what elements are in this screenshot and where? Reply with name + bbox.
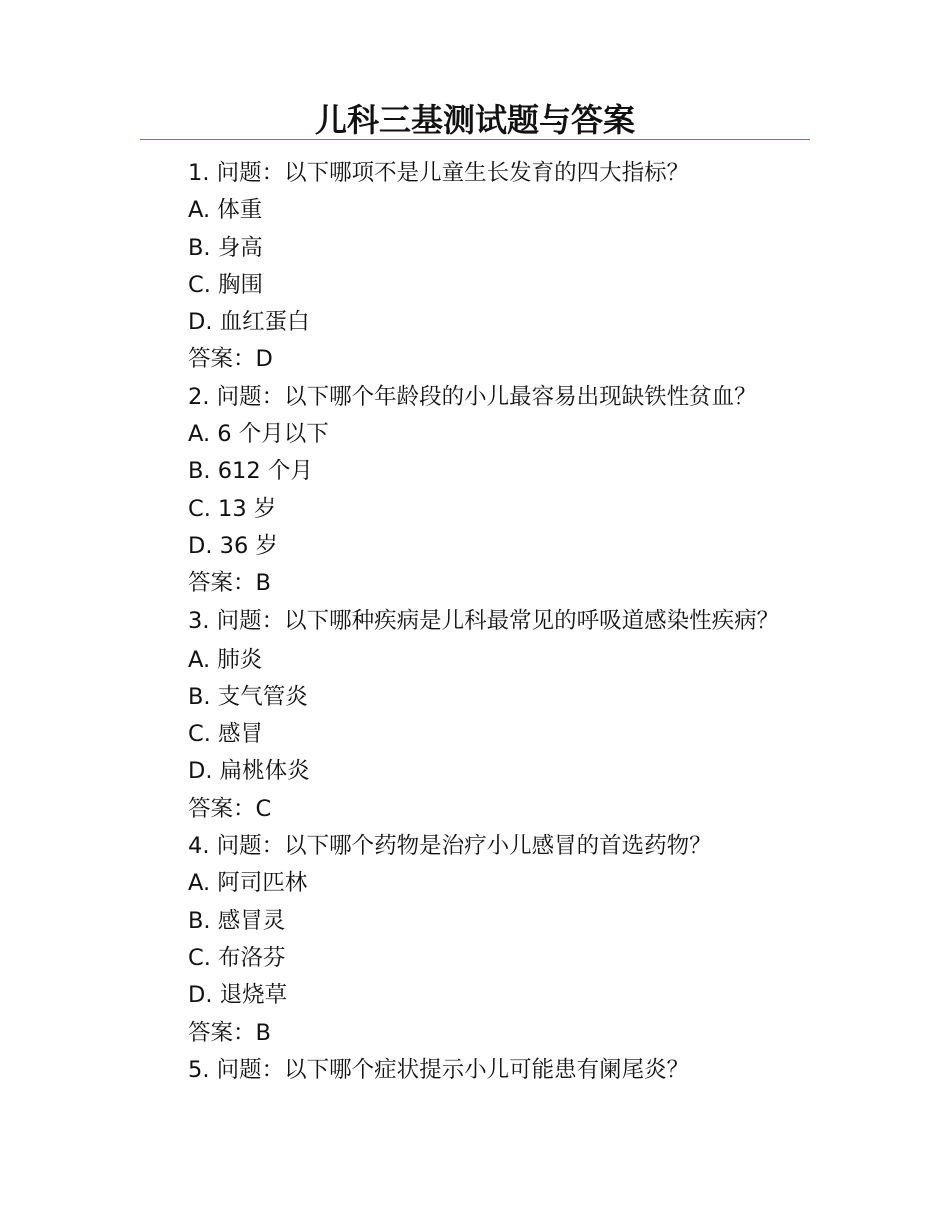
q1-option-d: D. 血红蛋白 bbox=[188, 309, 310, 336]
q4-option-a: A. 阿司匹林 bbox=[188, 870, 308, 897]
page-title: 儿科三基测试题与答案 bbox=[314, 101, 635, 139]
q4-option-d: D. 退烧草 bbox=[188, 982, 288, 1009]
q2-answer: 答案：B bbox=[188, 570, 271, 597]
q3-option-b: B. 支气管炎 bbox=[188, 683, 308, 710]
title-underline bbox=[140, 139, 810, 140]
q4-answer: 答案：B bbox=[188, 1019, 271, 1046]
question-4: 4. 问题：以下哪个药物是治疗小儿感冒的首选药物？ bbox=[188, 833, 712, 860]
q1-option-c: C. 胸围 bbox=[188, 271, 264, 298]
q2-option-d: D. 36 岁 bbox=[188, 532, 278, 559]
q1-option-a: A. 体重 bbox=[188, 197, 263, 224]
q3-option-d: D. 扁桃体炎 bbox=[188, 758, 310, 785]
q1-answer: 答案：D bbox=[188, 346, 273, 373]
q3-option-a: A. 肺炎 bbox=[188, 646, 263, 673]
q3-answer: 答案：C bbox=[188, 795, 272, 822]
document-body bbox=[140, 155, 820, 1089]
q2-option-a: A. 6 个月以下 bbox=[188, 421, 329, 448]
q3-option-c: C. 感冒 bbox=[188, 721, 264, 748]
question-1: 1. 问题：以下哪项不是儿童生长发育的四大指标？ bbox=[188, 160, 690, 186]
q4-option-b: B. 感冒灵 bbox=[188, 907, 286, 934]
question-2: 2. 问题：以下哪个年龄段的小儿最容易出现缺铁性贫血？ bbox=[188, 383, 757, 410]
q4-option-c: C. 布洛芬 bbox=[188, 944, 286, 971]
question-5: 5. 问题：以下哪个症状提示小儿可能患有阑尾炎？ bbox=[188, 1056, 690, 1083]
q2-option-b: B. 612 个月 bbox=[188, 458, 313, 485]
question-3: 3. 问题：以下哪种疾病是儿科最常见的呼吸道感染性疾病？ bbox=[188, 607, 780, 634]
q2-option-c: C. 13 岁 bbox=[188, 495, 277, 522]
q1-option-b: B. 身高 bbox=[188, 234, 263, 261]
